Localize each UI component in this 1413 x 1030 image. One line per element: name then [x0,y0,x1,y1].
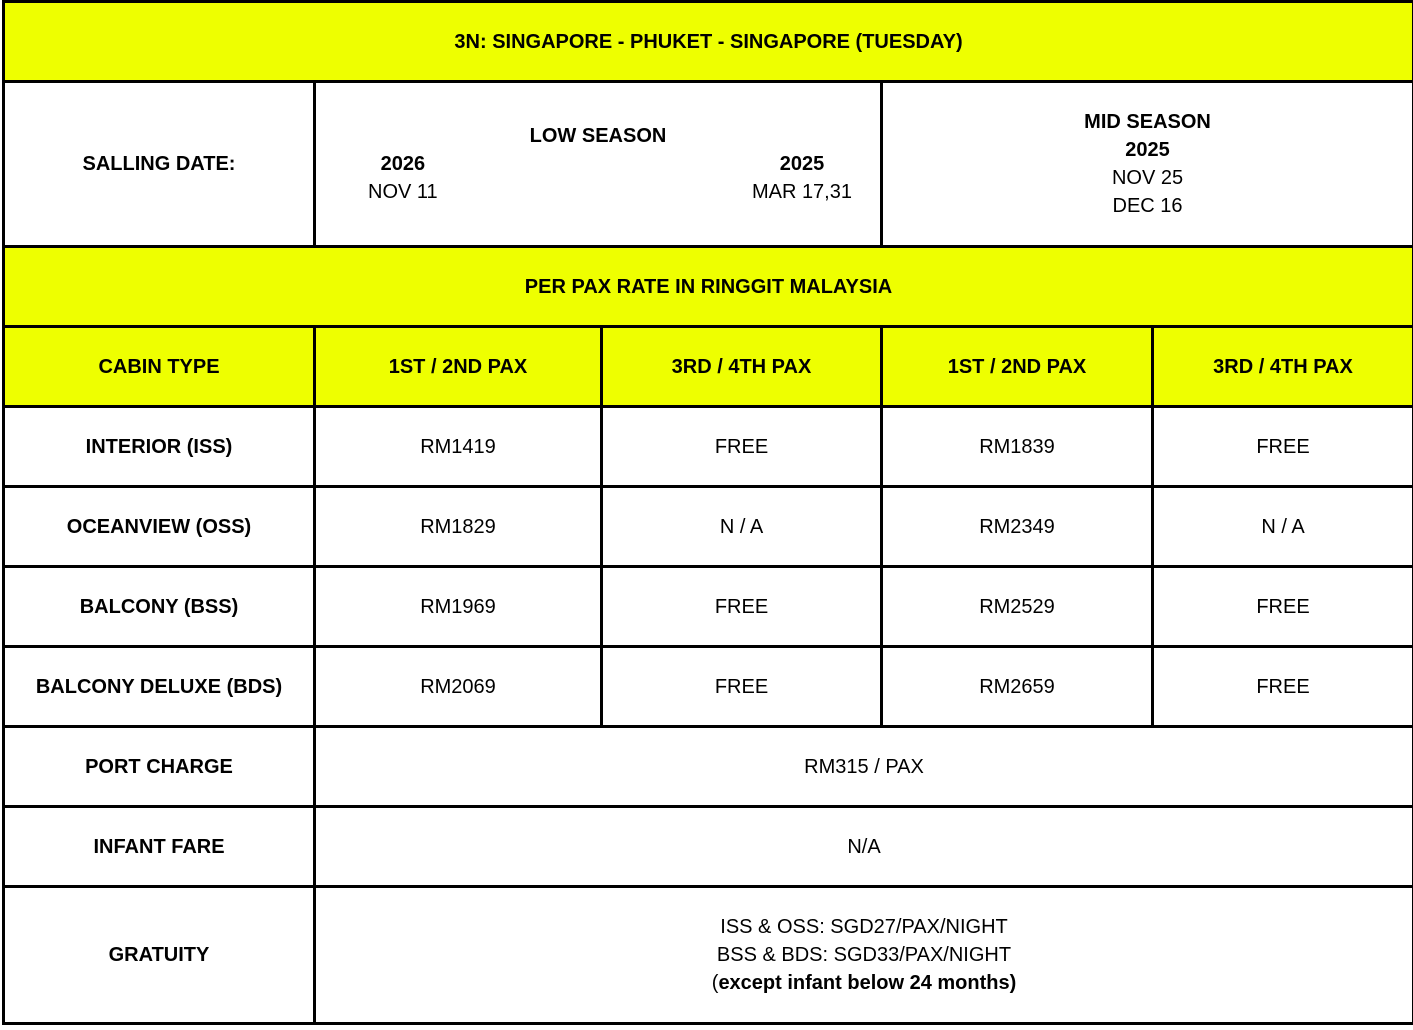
gratuity-note-paren: ( [711,972,719,994]
rate-cell: RM1839 [882,407,1153,487]
port-charge-value: RM315 / PAX [315,727,1413,807]
infant-fare-row [4,807,1413,887]
header-low-pax-3-4: 3RD / 4TH PAX [602,327,882,407]
rate-table [2,0,1413,1025]
table-row [4,647,1413,727]
infant-fare-label: INFANT FARE [4,807,315,887]
mid-season-date: DEC 16 [1112,195,1183,217]
rate-cell: FREE [1153,407,1413,487]
gratuity-note-text: except infant below 24 months) [718,972,1017,994]
table-row [4,487,1413,567]
cabin-type-cell: INTERIOR (ISS) [4,407,315,487]
low-season-col-2026 [368,150,438,206]
rate-cell: N / A [602,487,882,567]
low-season-dates [315,82,882,247]
cabin-type-cell: OCEANVIEW (OSS) [4,487,315,567]
gratuity-note [316,969,1412,997]
low-season-title: LOW SEASON [529,125,667,147]
cabin-type-cell: BALCONY DELUXE (BDS) [4,647,315,727]
rate-cell: RM1829 [315,487,602,567]
gratuity-row [4,887,1413,1024]
table-row [4,407,1413,487]
rate-cell: RM2349 [882,487,1153,567]
gratuity-details [315,887,1413,1024]
mid-season-year: 2025 [1125,139,1170,161]
rate-cell: FREE [1153,567,1413,647]
infant-fare-value: N/A [315,807,1413,887]
rate-cell: FREE [602,567,882,647]
port-charge-row [4,727,1413,807]
rate-currency-banner: PER PAX RATE IN RINGGIT MALAYSIA [4,247,1413,327]
rate-cell: RM2659 [882,647,1153,727]
rate-cell: FREE [1153,647,1413,727]
gratuity-line: BSS & BDS: SGD33/PAX/NIGHT [716,944,1012,966]
low-season-date: MAR 17,31 [751,181,852,203]
header-mid-pax-1-2: 1ST / 2ND PAX [882,327,1153,407]
low-season-col-2025 [752,150,852,206]
port-charge-label: PORT CHARGE [4,727,315,807]
rate-cell: FREE [602,407,882,487]
mid-season-date: NOV 25 [1111,167,1184,189]
rate-cell: RM1969 [315,567,602,647]
cabin-type-cell: BALCONY (BSS) [4,567,315,647]
low-season-year-2026: 2026 [380,153,426,175]
low-season-year-2025: 2025 [779,153,825,175]
itinerary-title: 3N: SINGAPORE - PHUKET - SINGAPORE (TUESDAY) [4,2,1413,82]
low-season-date: NOV 11 [368,181,438,203]
header-mid-pax-3-4: 3RD / 4TH PAX [1153,327,1413,407]
gratuity-label: GRATUITY [4,887,315,1024]
gratuity-line: ISS & OSS: SGD27/PAX/NIGHT [720,916,1008,938]
rate-cell: FREE [602,647,882,727]
mid-season-title: MID SEASON [1084,111,1211,133]
rate-cell: RM1419 [315,407,602,487]
rate-cell: RM2529 [882,567,1153,647]
header-cabin-type: CABIN TYPE [4,327,315,407]
rate-cell: RM2069 [315,647,602,727]
mid-season-dates [882,82,1413,247]
table-row [4,567,1413,647]
rate-cell: N / A [1153,487,1413,567]
sailing-date-label: SALLING DATE: [4,82,315,247]
header-low-pax-1-2: 1ST / 2ND PAX [315,327,602,407]
